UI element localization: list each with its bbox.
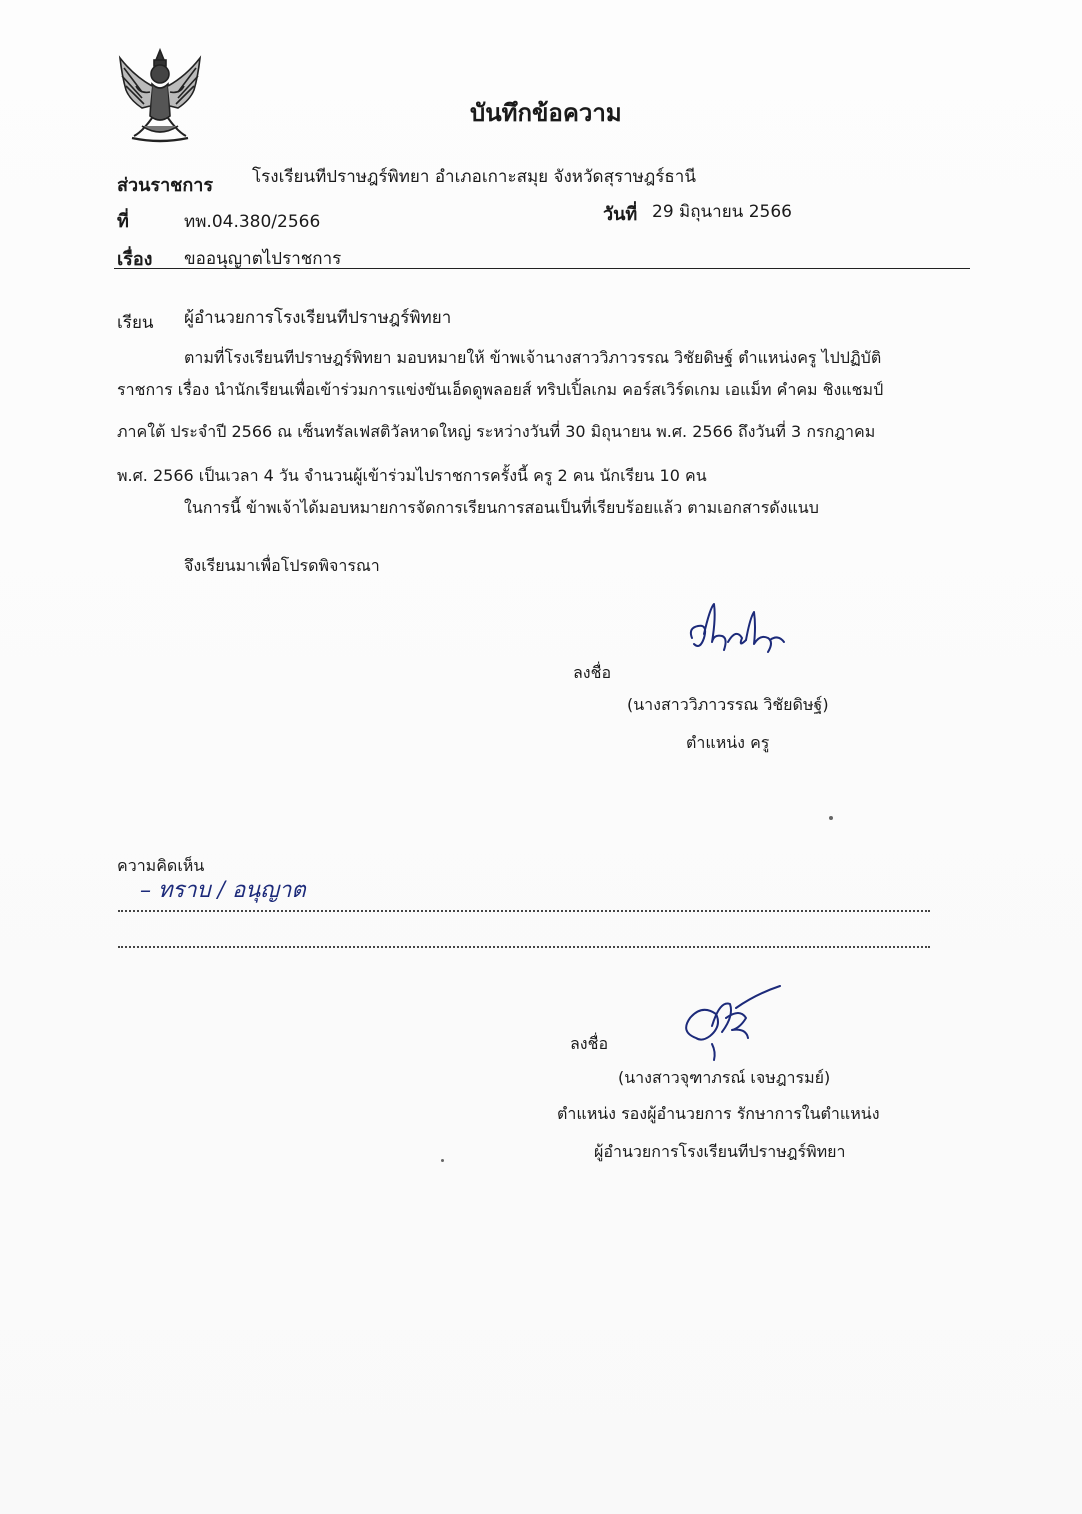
stray-dot [441, 1159, 444, 1162]
reference-label: ที่ [117, 211, 129, 232]
signature2-handwriting [676, 982, 788, 1062]
reference-value: ทพ.04.380/2566 [184, 212, 321, 232]
comment-line-1 [118, 910, 930, 912]
body-paragraph1-line2: ราชการ เรื่อง นำนักเรียนเพื่อเข้าร่วมการแข่งขันเอ็ดดูพลอยส์ ทริปเปิ้ลเกม คอร์สเวิร์ดเกม เอแม็ท คำคม ชิงแชมป์ [117, 380, 884, 399]
body-closing: จึงเรียนมาเพื่อโปรดพิจารณา [184, 556, 380, 575]
date-label: วันที่ [603, 204, 638, 225]
signature2-label: ลงชื่อ [570, 1034, 609, 1053]
subject-label: เรื่อง [117, 249, 153, 270]
body-paragraph1-line3: ภาคใต้ ประจำปี 2566 ณ เซ็นทรัลเฟสติวัลหาดใหญ่ ระหว่างวันที่ 30 มิถุนายน พ.ศ. 2566 ถึงวันที่ 3 กรกฎาคม [117, 422, 876, 441]
department-value: โรงเรียนทีปราษฎร์พิทยา อำเภอเกาะสมุย จังหวัดสุราษฎร์ธานี [252, 167, 696, 187]
body-paragraph1-line1: ตามที่โรงเรียนทีปราษฎร์พิทยา มอบหมายให้ ข้าพเจ้านางสาววิภาวรรณ วิชัยดิษฐ์ ตำแหน่งครู ไปปฏิบัติ [184, 348, 882, 367]
signature2-position-line1: ตำแหน่ง รองผู้อำนวยการ รักษาการในตำแหน่ง [557, 1104, 880, 1123]
salutation-label: เรียน [117, 313, 154, 333]
signature1-position: ตำแหน่ง ครู [686, 733, 770, 752]
signature1-label: ลงชื่อ [573, 663, 612, 682]
signature1-name: (นางสาววิภาวรรณ วิชัยดิษฐ์) [627, 695, 829, 714]
comment-label: ความคิดเห็น [117, 856, 205, 875]
signature2-name: (นางสาวจุฑาภรณ์ เจษฎารมย์) [618, 1068, 831, 1087]
salutation-value: ผู้อำนวยการโรงเรียนทีปราษฎร์พิทยา [184, 308, 452, 328]
subject-value: ขออนุญาตไปราชการ [184, 249, 342, 269]
memo-title: บันทึกข้อความ [470, 99, 622, 127]
signature2-position-line2: ผู้อำนวยการโรงเรียนทีปราษฎร์พิทยา [594, 1142, 846, 1161]
comment-line-2 [118, 946, 930, 948]
signature1-handwriting [684, 598, 794, 664]
garuda-emblem [112, 46, 208, 146]
stray-mark [829, 816, 833, 820]
comment-handwritten: – ทราบ / อนุญาต [140, 878, 306, 903]
department-label: ส่วนราชการ [117, 175, 214, 196]
body-paragraph1-line4: พ.ศ. 2566 เป็นเวลา 4 วัน จำนวนผู้เข้าร่วมไปราชการครั้งนี้ ครู 2 คน นักเรียน 10 คน [117, 466, 707, 485]
body-paragraph2: ในการนี้ ข้าพเจ้าได้มอบหมายการจัดการเรียนการสอนเป็นที่เรียบร้อยแล้ว ตามเอกสารดังแนบ [184, 498, 819, 517]
header-divider [114, 268, 970, 269]
date-value: 29 มิถุนายน 2566 [652, 202, 792, 222]
